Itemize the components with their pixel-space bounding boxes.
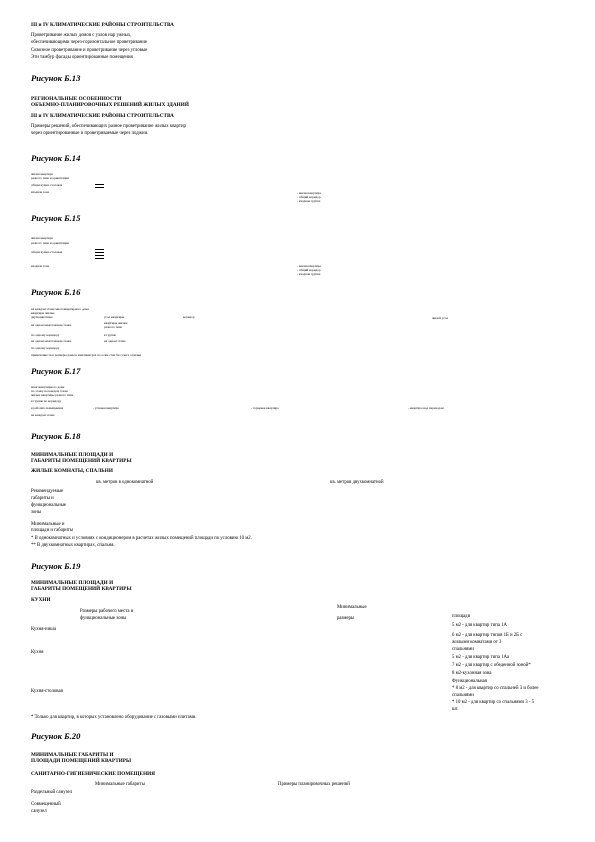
text-line: Сквозное проветривание и проветривание через угловые [31, 48, 148, 53]
row-label: Кухня-ниша [31, 627, 56, 632]
text-line: Эти тамбур фасады ориентированные помещения [31, 55, 133, 60]
diagram-label: коридор [183, 315, 195, 319]
section-title: ПЛОЩАДИ ПОМЕЩЕНИЙ КВАРТИРЫ [31, 758, 132, 764]
table-cell: 8 м2-кухонная зона [452, 671, 492, 676]
section-title: МИНИМАЛЬНЫЕ ПЛОЩАДИ И [31, 580, 114, 586]
row-label: площади и габариты [31, 528, 74, 533]
table-cell: 5 м2 - для квартир типа 1А [452, 623, 507, 628]
legend-label: - входная группа [297, 199, 321, 203]
legend-label: - жилая квартира [297, 191, 321, 195]
diagram-label: в группе [104, 333, 116, 337]
diagram-label: на каждом этаже [31, 413, 55, 417]
text-line: Проветривание жилых домов с узлов нар ужных, [31, 33, 132, 38]
column-header: Минимальные [337, 605, 367, 610]
figure-caption: Рисунок Б.18 [31, 431, 81, 441]
legend-swatch [95, 252, 104, 253]
figure-caption: Рисунок Б.17 [31, 366, 81, 376]
section-subtitle: КУХНИ [31, 597, 51, 603]
legend-label: общая кухня-столовая [31, 183, 63, 187]
diagram-label: по одному коридору [31, 333, 60, 337]
section-subtitle: ЖИЛЫЕ КОМНАТЫ, СПАЛЬНИ [31, 468, 113, 474]
table-cell: жилыми комнатами от 3 [452, 640, 502, 645]
legend-swatch [95, 187, 104, 188]
diagram-label: на одном межэтажном этаже [31, 323, 72, 327]
legend-label: входная зона [31, 190, 50, 194]
row-label: Совмещенный [31, 802, 61, 807]
legend-label: общая кухня-столовая [31, 250, 63, 254]
section-title: ГАБАРИТЫ ПОМЕЩЕНИЙ КВАРТИРЫ [31, 586, 132, 592]
diagram-label: жилой угол [432, 316, 449, 320]
table-cell: 5 м2 - для квартир типа 1Аа [452, 655, 510, 660]
footnote: * В однокомнатных и условиях с кондиционером в расчетах жилых помещений площади по условию 10 м2. [31, 536, 252, 541]
diagram-label: по этажу на каждом этаже [31, 389, 68, 393]
table-cell: 6 м2 - для квартир типов 1Б и 2Б с [452, 633, 523, 638]
legend-label: жилая квартира [31, 236, 53, 240]
section-title: МИНИМАЛЬНЫЕ ГАБАРИТЫ И [31, 752, 114, 758]
diagram-label: многоквартирного дома [31, 385, 65, 389]
row-label: Раздельный санузел [31, 790, 73, 795]
column-header: кв. метров двухкомнатной [330, 480, 384, 485]
figure-caption: Рисунок Б.19 [31, 561, 81, 571]
column-header: Примеры планировочных решений [278, 782, 350, 787]
diagram-label: - квартира над переходом [408, 406, 444, 410]
legend-label: - жилая квартира [297, 264, 321, 268]
column-header: Размеры рабочего места и [80, 609, 134, 614]
diagram-label: жилые квартиры разного типа [31, 393, 74, 397]
column-header: функциональные зоны [80, 616, 127, 621]
figure-note: примечание: все размеры даны в миллиметрах по осям стен без учета отделки [31, 353, 142, 357]
figure-caption: Рисунок Б.13 [31, 73, 81, 83]
legend-swatch [95, 258, 104, 259]
legend-label: разного типа и ориентации [31, 176, 69, 180]
diagram-label: квартиры жилые [104, 321, 128, 325]
text-line: Примеры решений, обеспечивающих разное проветривание жилых квартир [31, 124, 186, 129]
diagram-label: по одному коридору [31, 346, 60, 350]
section-title: МИНИМАЛЬНЫЕ ПЛОЩАДИ И [31, 452, 114, 458]
text-line: через ориентированные и проветриваемые через лоджии. [31, 131, 149, 136]
legend-label: - общий коридор [297, 268, 321, 272]
legend-swatch [95, 255, 104, 256]
figure-caption: Рисунок Б.20 [31, 731, 81, 741]
figure-caption: Рисунок Б.14 [31, 153, 81, 163]
legend-label: жилая квартира [31, 172, 53, 176]
section-heading: III и IV КЛИМАТИЧЕСКИЕ РАЙОНЫ СТРОИТЕЛЬСТВА [31, 113, 174, 119]
figure-caption: Рисунок Б.15 [31, 213, 81, 223]
row-label: зоны [31, 510, 42, 515]
section-title: ОБЪЕМНО-ПЛАНИРОВОЧНЫХ РЕШЕНИЙ ЖИЛЫХ ЗДАНИЙ [31, 102, 189, 108]
table-cell: * 8 м2 - для квартир со спальней 3 и более [452, 686, 539, 691]
legend-swatch [95, 249, 104, 250]
legend-label: разного типа и ориентации [31, 241, 69, 245]
legend-label: входная зона [31, 264, 50, 268]
text-line: обеспечивающими через-горизонтальное проветривание [31, 40, 148, 45]
footnote: ** В двухкомнатных квартирах, спальня. [31, 543, 115, 548]
row-label: габариты и [31, 496, 54, 501]
diagram-label: на одном межэтажном этаже [31, 339, 72, 343]
legend-label: - входная группа [297, 272, 321, 276]
table-cell: 7 м2 - для квартир с обеденной зоной* [452, 663, 531, 668]
row-label: функциональные [31, 503, 67, 508]
table-cell: спальнями [452, 647, 474, 652]
table-cell: Функциональная [452, 679, 487, 684]
diagram-label: - угловая квартира [93, 406, 119, 410]
column-header: кв. метров в однокомнатной [96, 480, 154, 485]
column-header: размеры [337, 616, 355, 621]
diagram-label: угол квартиры [104, 315, 125, 319]
row-label: санузел [31, 809, 47, 814]
column-header: площади [452, 614, 471, 619]
diagram-label: на одном этаже [104, 339, 126, 343]
section-subtitle: САНИТАРНО-ГИГИЕНИЧЕСКИЕ ПОМЕЩЕНИЯ [31, 771, 156, 777]
legend-swatch [95, 184, 104, 185]
row-label: Минимальные и [31, 522, 65, 527]
legend-label: - общий коридор [297, 195, 321, 199]
section-heading: III и IV КЛИМАТИЧЕСКИЕ РАЙОНЫ СТРОИТЕЛЬСТВА [31, 22, 174, 28]
footnote: * Только для квартир, в которых установлено оборудование с газовыми плитами. [31, 715, 197, 720]
row-label: Кухня [31, 650, 44, 655]
diagram-label: на каждом этаже многоквартирного дома [31, 307, 89, 311]
diagram-label: двухкомнатные [31, 315, 53, 319]
row-label: Кухня-столовая [31, 689, 63, 694]
diagram-label: в группе по коридору [31, 399, 62, 403]
figure-caption: Рисунок Б.16 [31, 287, 81, 297]
column-header: Минимальные габариты [95, 782, 145, 787]
diagram-label: в рабочих помещениях [31, 406, 64, 410]
diagram-label: разного типа [104, 325, 123, 329]
table-cell: спальнями [452, 693, 474, 698]
diagram-label: - торцевая квартира [251, 406, 279, 410]
table-cell: * 10 м2 - для квартир со спальнями 3 - 5 [452, 700, 535, 705]
row-label: Рекомендуемые [31, 489, 64, 494]
table-cell: шт. [452, 707, 459, 712]
section-title: РЕГИОНАЛЬНЫЕ ОСОБЕННОСТИ [31, 96, 122, 102]
diagram-label: квартиры жилые [31, 311, 55, 315]
section-title: ГАБАРИТЫ ПОМЕЩЕНИЙ КВАРТИРЫ [31, 458, 132, 464]
